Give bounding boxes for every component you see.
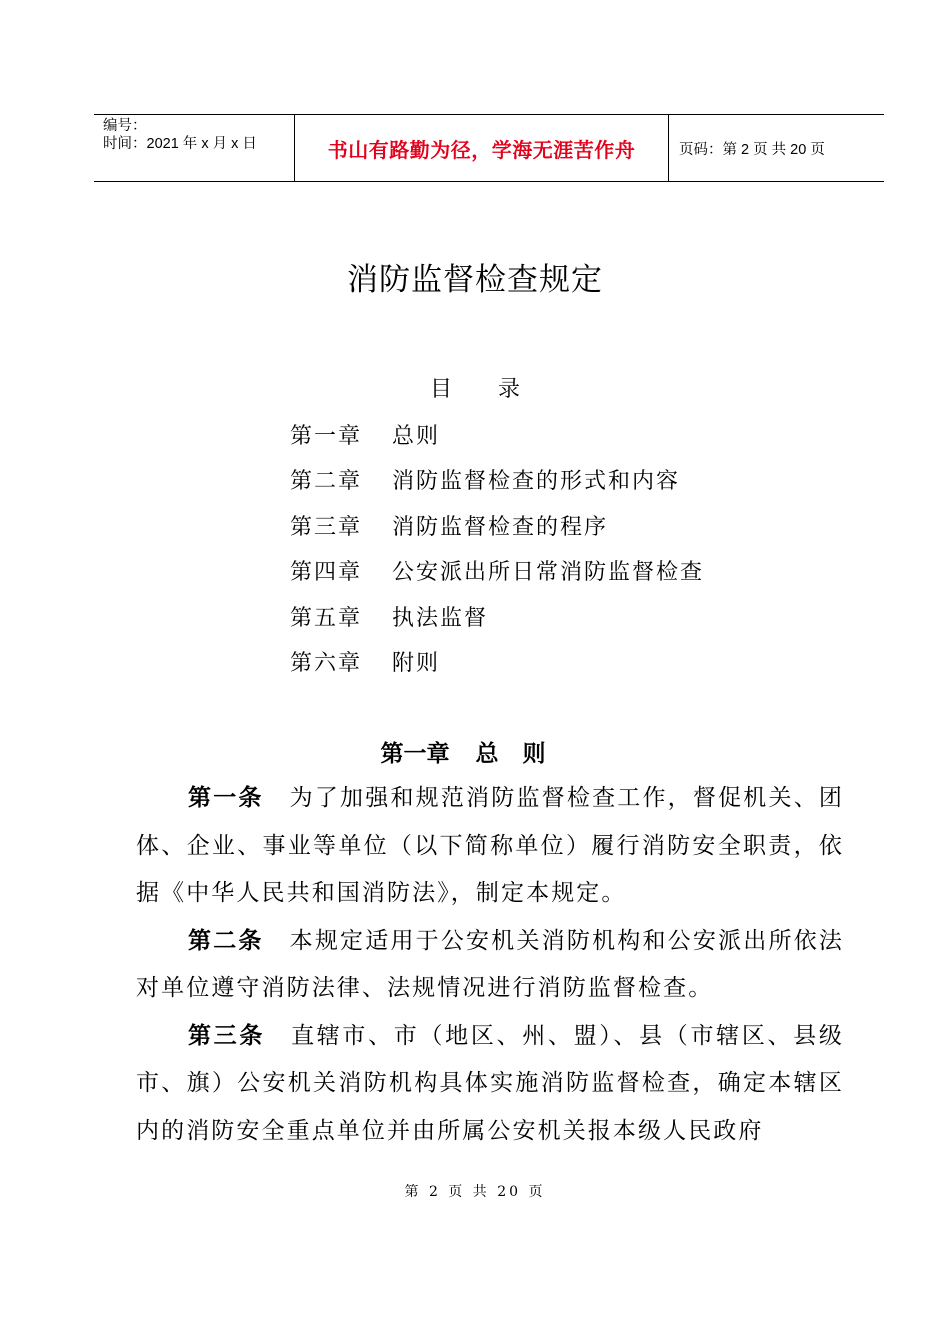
- toc-item: [290, 550, 704, 595]
- article-label: 第三条: [188, 1022, 266, 1049]
- toc-chapter-name: 总则: [392, 424, 441, 449]
- article-paragraph: [136, 1013, 844, 1156]
- chapter-heading: [0, 735, 950, 768]
- toc-heading: 目录: [429, 377, 566, 402]
- toc-chapter-name: 消防监督检查的程序: [392, 514, 609, 540]
- article-text: 直辖市、市（地区、州、盟）、县（市辖区、县级市、旗）公安机关消防机构具体实施消防监督检查，确定本辖区内的消防安全重点单位并由所属公安机关报本级人民政府: [136, 1022, 844, 1144]
- page-footer: 第 2 页 共 20 页: [404, 1184, 546, 1200]
- header-slogan: 书山有路勤为径，学海无涯苦作舟: [295, 115, 669, 181]
- toc-chapter-number: 第四章: [290, 560, 363, 586]
- toc-chapter-name: 公安派出所日常消防监督检查: [392, 560, 705, 586]
- toc-item: [290, 641, 704, 686]
- article-paragraph: [136, 918, 844, 1013]
- toc-chapter-number: 第二章: [290, 469, 363, 495]
- article-text: 本规定适用于公安机关消防机构和公安派出所依法对单位遵守消防法律、法规情况进行消防监督检查。: [136, 927, 844, 1001]
- article-paragraph: [136, 775, 844, 918]
- toc-item: [290, 459, 704, 504]
- toc-chapter-name: 附则: [392, 650, 441, 676]
- article-label: 第二条: [188, 927, 264, 954]
- table-of-contents: [290, 414, 704, 686]
- document-header: [94, 114, 884, 182]
- article-body: [136, 775, 844, 1155]
- time-label: 时间：2021 年 x 月 x 日: [103, 136, 257, 152]
- header-meta-cell: [94, 115, 295, 181]
- article-text: 为了加强和规范消防监督检查工作，督促机关、团体、企业、事业等单位（以下简称单位）履行消防安全职责，依据《中华人民共和国消防法》，制定本规定。: [136, 785, 844, 906]
- toc-chapter-number: 第一章: [290, 424, 363, 449]
- chapter-heading-name: 总则: [475, 741, 570, 767]
- toc-item: [290, 596, 704, 641]
- article-label: 第一条: [188, 785, 264, 811]
- toc-chapter-number: 第三章: [290, 514, 363, 540]
- toc-item: [290, 505, 704, 550]
- toc-chapter-number: 第五章: [290, 605, 363, 631]
- toc-item: [290, 414, 704, 459]
- document-title: 消防监督检查规定: [347, 262, 603, 298]
- chapter-heading-number: 第一章: [380, 741, 450, 767]
- toc-chapter-number: 第六章: [290, 650, 363, 676]
- toc-chapter-name: 消防监督检查的形式和内容: [392, 469, 681, 495]
- toc-chapter-name: 执法监督: [392, 605, 489, 631]
- header-page-info: 页码：第 2 页 共 20 页: [679, 141, 825, 158]
- number-label: 编号：: [103, 118, 147, 134]
